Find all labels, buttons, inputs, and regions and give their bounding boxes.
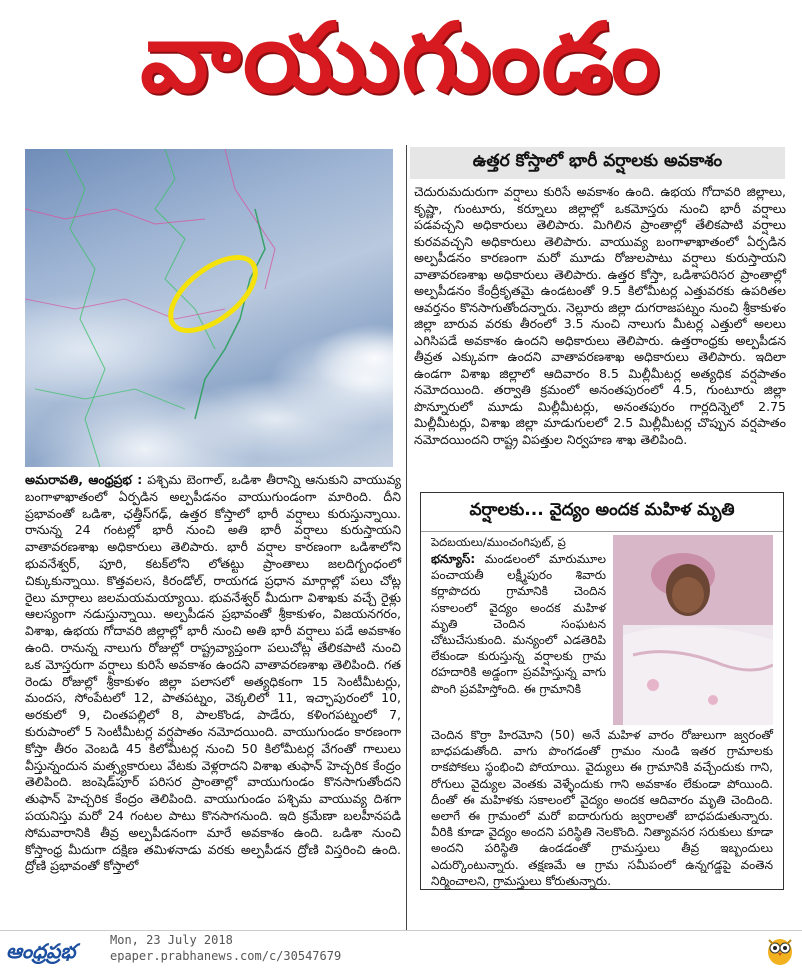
masthead-headline xyxy=(0,0,802,140)
box-story xyxy=(420,492,784,890)
epaper-url[interactable]: epaper.prabhanews.com/c/30547679 xyxy=(110,949,342,963)
box-story-headline: వర్షాలకు... వైద్యం అందక మహిళ మృతి xyxy=(421,493,783,532)
publication-logo: ఆంధ్రప్రభ xyxy=(6,939,76,963)
main-story xyxy=(25,472,401,875)
side-story-body: చెదురుమదురుగా వర్షాలు కురిసే అవకాశం ఉంది. ఉభయ గోదావరి జిల్లాలు, కృష్ణా, గుంటూరు, కర్నూలు జిల్లాల్లో ఒకమోస్తరు నుంచి భారీ వర్షాలు పడవచ్చని అధికారులు తెలిపారు. మిగిలిన ప్రాంతాల్లో తేలికపాటి వర్షాలు కురవవచ్చని అధికారులు తెలిపారు. వాయువ్య బంగాళాఖాతంలో ఏర్పడిన అల్పపీడనం కారణంగా మరో మూడు రోజులపాటు వర్షాలు కురుస్తాయని వాతావరణశాఖ అధికారులు తెలిపారు. ఉత్తర కోస్తా, ఒడిశాపరిసర ప్రాంతాల్లో అల్పపీడనం కేంద్రీకృతమై ఉండటంతో 9.5 కిలోమీటర్ల ఎత్తువరకు ఉపరితల ఆవర్తనం కొనసాగుతోందన్నారు. నెల్లూరు జిల్లా దుగరాజపట్నం నుంచి శ్రీకాకుళం జిల్లా బారువ వరకు తీరంలో 3.5 నుంచి నాలుగు మీటర్ల ఎత్తులో అలలు ఎగిసిపడే అవకాశం ఉందని అధికారులు తెలిపారు. ఉత్తరాంధ్రకు అల్పపీడన తీవ్రత ఎక్కువగా ఉందని వాతావరణశాఖ అధికారులు తెలిపారు. ఇదిలా ఉండగా విశాఖ జిల్లాలో ఆదివారం 8.5 మిల్లీమీటర్ల అత్యధిక వర్షపాతం నమోదయింది. తర్వాతి క్రమంలో అనంతపురంలో 4.5, గుంటూరు జిల్లా పొన్నూరులో మూడు మిల్లీమీటర్లు, అనంతపురం గార్లదిన్నెలో 2.75 మిల్లీమీటర్లు, విశాఖ జిల్లా మాడుగులలో 2.5 మిల్లీమీటర్ల చొప్పున వర్షపాతం నమోదయిందని రాష్ట్ర విపత్తుల నిర్వహణ శాఖ తెలిపింది. xyxy=(414,184,786,447)
footer xyxy=(0,930,802,971)
box-story-lead: భన్యూస్: xyxy=(431,552,476,566)
edition-date: Mon, 23 July 2018 xyxy=(110,933,233,947)
box-story-body-top-text: మండలంలో మారుమూల పంచాయతీ లక్ష్మీపురం శివారు కర్లాపొదరు గ్రామానికి చెందిన సకాలంలో వైద్యం అందక మహిళ మృతి చెందిన సంఘటన చోటుచేసుకుంది. మన్యంలో ఎడతెరిపి లేకుండా కురుస్తున్న వర్షాలకు గ్రామ రహదారికి అడ్డంగా ప్రవహిస్తున్న వాగు పొంగి ప్రవహిస్తోంది. ఈ గ్రామానికి xyxy=(431,552,606,696)
box-story-byline: పెదబయలు/ముంచంగిపుట్, ప్ర xyxy=(431,535,566,549)
victim-photo xyxy=(613,535,773,725)
box-story-body-bottom: చెందిన కొర్రా హిరమోని (50) అనే మహిళ వారం రోజులుగా జ్వరంతో బాధపడుతోంది. వాగు పొంగడంతో గ్రామం నుండి ఇతర గ్రామాలకు రాకపోకలు స్థంభించి పోయాయి. వైద్యులు ఈ గ్రామానికి వచ్చేందుకు గాని, రోగులు వైద్యుల వెంతకు వెళ్ళేందుకు గాని అవకాశం లేకుండా పోయింది. దీంతో ఈ మహిళకు సకాలంలో వైద్యం అందక ఆదివారం మృతి చెందింది. అలాగే ఈ గ్రామంలో మరో ఐదారుగురు జ్వరాలతో బాధపడుతున్నారు. వీరికి కూడా వైద్యం అందని పరిస్థితి నెలకొంది. నిత్యావసర సరుకులు కూడా అందని పరిస్థితి ఉండడంతో గ్రామస్తులు తీవ్ర ఇబ్బందులు ఎదుర్కొంటున్నారు. తక్షణమే ఆ గ్రామ సమీపంలో ఉన్నగడ్డపై వంతెన నిర్మించాలని, గ్రామస్తులు కోరుతున్నారు. xyxy=(431,728,773,888)
satellite-image xyxy=(25,149,393,467)
column-divider xyxy=(406,145,407,930)
main-story-dateline: అమరావతి, ఆంధ్రప్రభ : xyxy=(25,472,143,487)
owl-icon xyxy=(765,934,795,970)
box-story-body-top xyxy=(431,551,606,697)
side-story-headline: ఉత్తర కోస్తాలో భారీ వర్షాలకు అవకాశం xyxy=(410,147,785,179)
main-story-body: పశ్చిమ బెంగాల్, ఒడిశా తీరాన్ని ఆనుకుని వాయువ్య బంగాళాఖాతంలో ఏర్పడిన అల్పపీడనం వాయుగుండంగా మారింది. దీని ప్రభావంతో ఒడిశా, ఛత్తీస్‌గఢ్, ఉత్తర కోస్తాలో భారీ వర్షాలు కురుస్తున్నాయి. రానున్న 24 గంటల్లో భారీ నుంచి అతి భారీ వర్షాలు కురుస్తాయని వాతావరణశాఖ అధికారులు తెలిపారు. భారీ వర్షాల కారణంగా ఒడిశాలోని భువనేశ్వర్, పూరి, కటక్‌లోని లోతట్టు ప్రాంతాలు జలదిగ్బంధంలో చిక్కుకున్నాయి. కొత్తవలస, కిరండోల్, రాయగడ ప్రధాన మార్గాల్లో పలు చోట్ల రైలు మార్గాలు జలమయమయ్యాయి. భువనేశ్వర్ మీదుగా విశాఖకు వచ్చే రైళ్లు ఆలస్యంగా నడుస్తున్నాయి. అల్పపీడన ప్రభావంతో శ్రీకాకుళం, విజయనగరం, విశాఖ, ఉభయ గోదావరి జిల్లాల్లో భారీ నుంచి అతి భారీ వర్షాలు పడే అవకాశం ఉంది. రానున్న నాలుగు రోజుల్లో రాష్ట్రవ్యాప్తంగా పలుచోట్ల తేలికపాటి నుంచి ఒక మోస్తరుగా వర్షాలు కురిసే అవకాశం ఉందని వాతావరణశాఖ తెలిపింది. గత రెండు రోజుల్లో శ్రీకాకుళం జిల్లా పలాసలో అత్యధికంగా 15 సెంటీమీటర్లు, మందస, సోంపేటలో 12, పాతపట్నం, వెక్కలిలో 11, ఇచ్ఛాపురంలో 10, అరకులో 9, చింతపల్లిలో 8, పాలకొండ, పాడేరు, కళింగపట్నంలో 7, కురుపాంలో 5 సెంటీమీటర్ల వర్షపాతం నమోదయింది. వాయుగుండం కారణంగా కోస్తా తీరం వెంబడి 45 కిలోమీటర్ల నుంచి 50 కిలోమీటర్ల వేగంతో గాలులు వీస్తున్నందున మత్స్యకారులు వేటకు వెళ్లరాదని విశాఖ తుఫాన్ హెచ్చరిక కేంద్రం తెలిపింది. జంషెడ్‌పూర్ పరిసర ప్రాంతాల్లో వాయుగుండం కొనసాగుతోందని తుఫాన్ హెచ్చరిక కేంద్రం తెలిపింది. వాయుగుండం పశ్చిమ వాయువ్య దిశగా పయనిస్తు మరో 24 గంటల పాటు కొనసాగనుంది. ఇది క్రమేణా బలహీనపడి సోమవారానికి తీవ్ర అల్పపీడనంగా మారే అవకాశం ఉంది. ఒడిశా నుంచి కోస్తాంధ్ర మీదుగా దక్షిణ తమిళనాడు వరకు అల్పపీడన ద్రోణి విస్తరించి ఉంది. ద్రోణి ప్రభావంతో కోస్తాలో xyxy=(25,472,401,874)
headline-text: వాయుగుండం xyxy=(140,2,662,114)
victim-photo-drawing xyxy=(613,535,773,725)
satellite-overlay xyxy=(25,149,393,467)
